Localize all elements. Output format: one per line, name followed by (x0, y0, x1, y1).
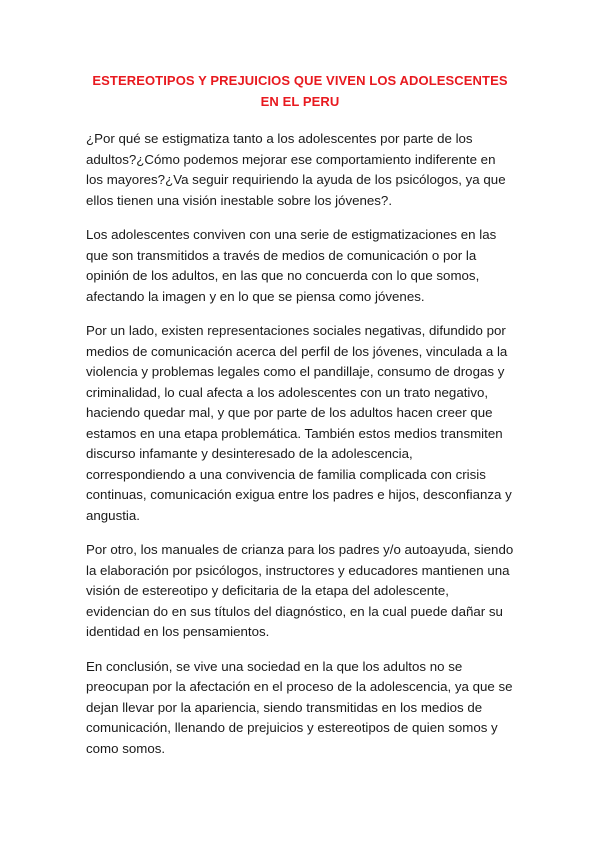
paragraph-questions: ¿Por qué se estigmatiza tanto a los adolescentes por parte de los adultos?¿Cómo podemos mejorar ese comportamiento indiferente en los mayores?¿Va seguir requiriendo la ayuda de los psicólogos, ya que ellos tienen una visión inestable sobre los jóvenes?. (86, 131, 506, 208)
paragraph-conclusion: En conclusión, se vive una sociedad en la que los adultos no se preocupan por la afectación en el proceso de la adolescencia, ya que se dejan llevar por la apariencia, siendo transmitidas en los medios de comunicación, llenando de prejuicios y estereotipos de quien somos y como somos. (86, 658, 513, 756)
paragraph-introduction: Los adolescentes conviven con una serie de estigmatizaciones en las que son transmitidos a través de medios de comunicación o por la opinión de los adultos, en las que no concuerda con lo que somos, afectando la imagen y en lo que se piensa como jóvenes. (86, 227, 497, 304)
paragraph-social-representations: Por un lado, existen representaciones sociales negativas, difundido por medios de comunicación acerca del perfil de los jóvenes, vinculada a la violencia y problemas legales como el pandillaje, consumo de drogas y criminalidad, lo cual afecta a los adolescentes con un trato negativo, haciendo quedar mal, y que por parte de los adultos hacen creer que estamos en una etapa problemática. También estos medios transmiten discurso infamante y desinteresado de la adolescencia, correspondiendo a una convivencia de familia complicada con crisis continuas, comunicación exigua entre los padres e hijos, desconfianza y angustia. (86, 323, 512, 523)
paragraph-parenting-manuals: Por otro, los manuales de crianza para los padres y/o autoayuda, siendo la elaboración por psicólogos, instructores y educadores mantienen una visión de estereotipo y deficitaria de la etapa del adolescente, evidencian do en sus títulos del diagnóstico, en la cual puede dañar su identidad en los pensamientos. (86, 542, 514, 639)
document-title: ESTEREOTIPOS Y PREJUICIOS QUE VIVEN LOS ADOLESCENTES EN EL PERU (92, 73, 508, 109)
